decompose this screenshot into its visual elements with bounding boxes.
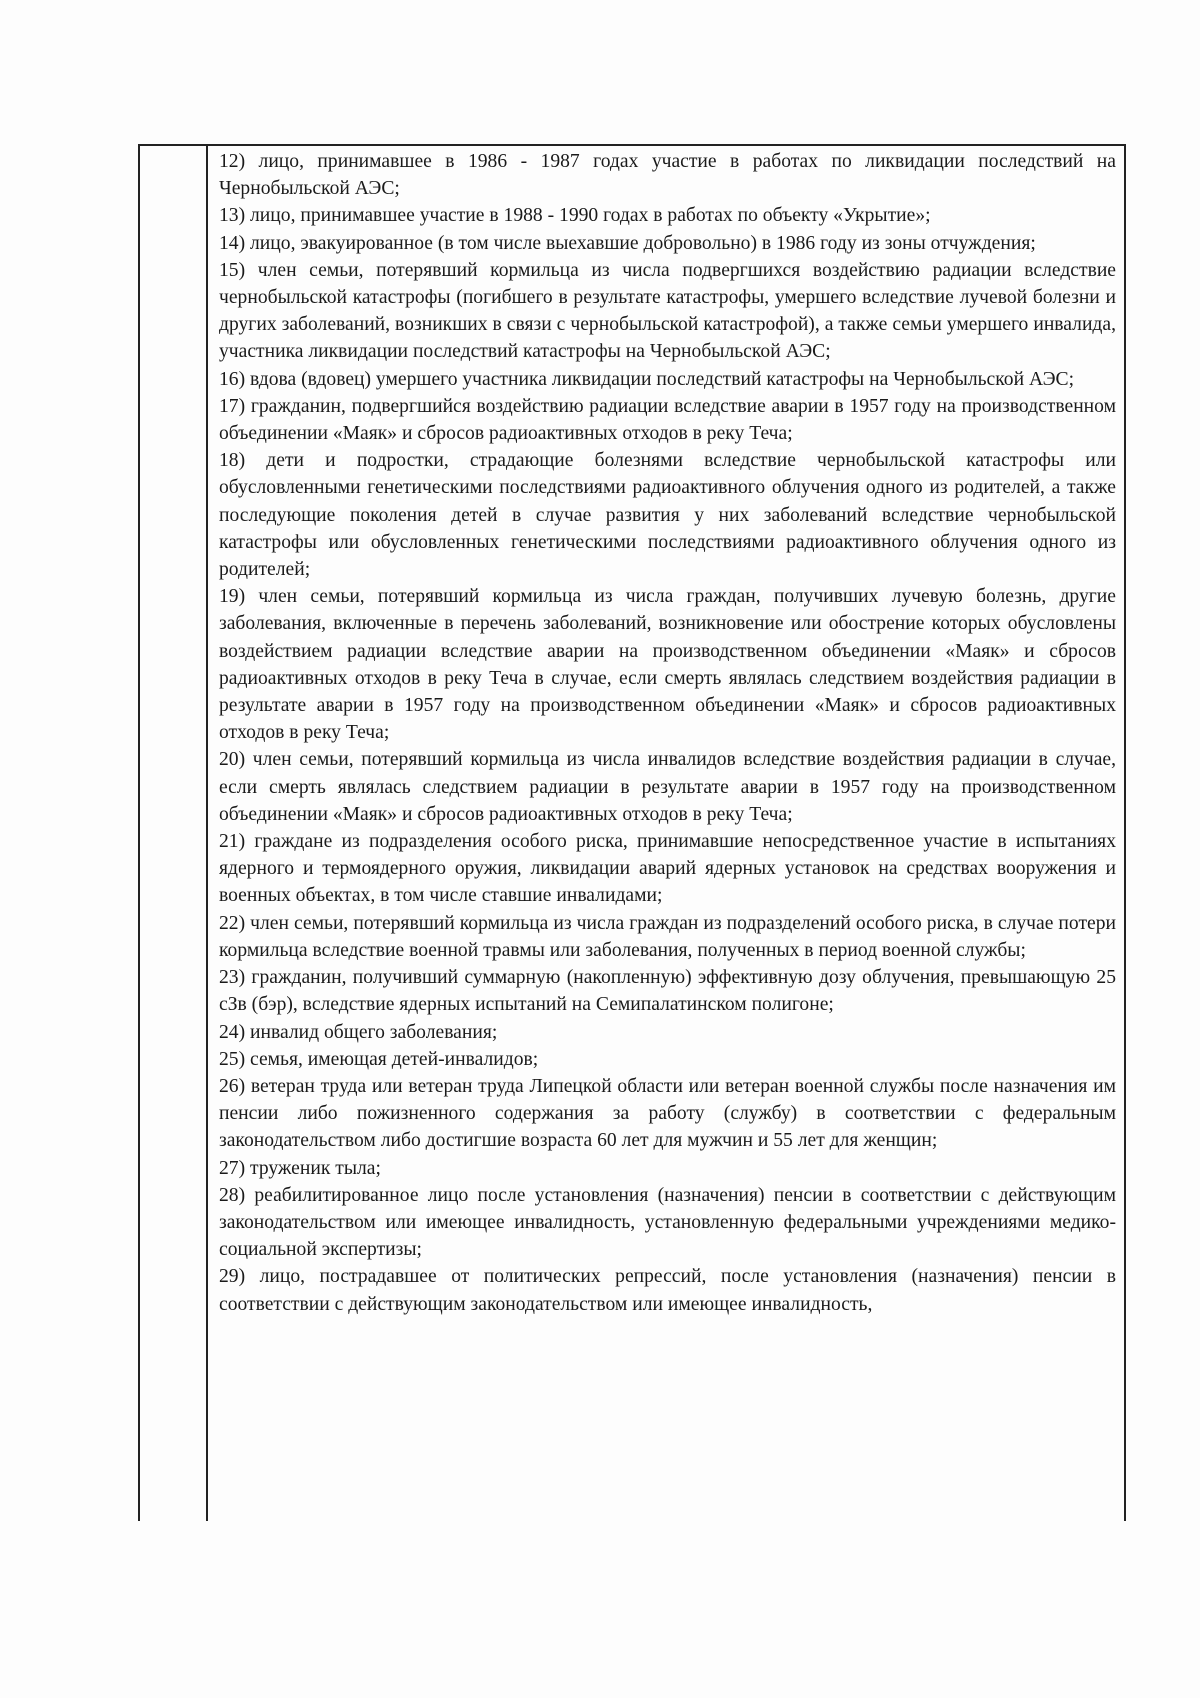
list-item: 22) член семьи, потерявший кормильца из числа граждан из подразделений особого риска, в случае потери кормильца вследствие военной травмы или заболевания, полученных в период военной службы; xyxy=(219,912,1116,961)
list-item: 24) инвалид общего заболевания; xyxy=(219,1021,498,1043)
list-item: 20) член семьи, потерявший кормильца из числа инвалидов вследствие воздействия радиации в случае, если смерть являлась следствием радиации в результате аварии в 1957 году на производственном объединении «Маяк» и сбросов радиоактивных отходов в реку Теча; xyxy=(219,749,1116,825)
table-right-column xyxy=(208,146,1124,1521)
list-item: 12) лицо, принимавшее в 1986 - 1987 годах участие в работах по ликвидации последствий на Чернобыльской АЭС; xyxy=(219,151,1116,200)
list-item: 16) вдова (вдовец) умершего участника ликвидации последствий катастрофы на Чернобыльской АЭС; xyxy=(219,368,1075,390)
list-item: 19) член семьи, потерявший кормильца из числа граждан, получивших лучевую болезнь, другие заболевания, включенные в перечень заболеваний, возникновение или обострение которых обусловлены воздействием радиации вследствие аварии на производственном объединении «Маяк» и сбросов радиоактивных отходов в реку Теча в случае, если смерть являлась следствием воздействия радиации в результате аварии в 1957 году на производственном объединении «Маяк» и сбросов радиоактивных отходов в реку Теча; xyxy=(219,586,1116,744)
list-item: 29) лицо, пострадавшее от политических репрессий, после установления (назначения) пенсии в соответствии с действующим законодательством или имеющее инвалидность, xyxy=(219,1266,1116,1315)
list-item: 28) реабилитированное лицо после установления (назначения) пенсии в соответствии с действующим законодательством или имеющее инвалидность, установленную федеральными учреждениями медико-социальной экспертизы; xyxy=(219,1184,1116,1261)
list-item: 21) граждане из подразделения особого риска, принимавшие непосредственное участие в испытаниях ядерного и термоядерного оружия, ликвидации аварий ядерных установок на средствах вооружения и военных объектах, в том числе ставшие инвалидами; xyxy=(219,831,1116,907)
list-item: 25) семья, имеющая детей-инвалидов; xyxy=(219,1048,539,1070)
list-item: 14) лицо, эвакуированное (в том числе выехавшие добровольно) в 1986 году из зоны отчуждения; xyxy=(219,232,1036,254)
list-item: 23) гражданин, получивший суммарную (накопленную) эффективную дозу облучения, превышающую 25 сЗв (бэр), вследствие ядерных испытаний на Семипалатинском полигоне; xyxy=(219,967,1116,1016)
list-item: 26) ветеран труда или ветеран труда Липецкой области или ветеран военной службы после назначения им пенсии либо пожизненного содержания за работу (службу) в соответствии с федеральным законодательством либо достигшие возраста 60 лет для мужчин и 55 лет для женщин; xyxy=(219,1075,1116,1152)
table-left-column xyxy=(140,146,208,1521)
document-table xyxy=(138,144,1126,1521)
list-item: 17) гражданин, подвергшийся воздействию радиации вследствие аварии в 1957 году на производственном объединении «Маяк» и сбросов радиоактивных отходов в реку Теча; xyxy=(219,395,1116,445)
list-item: 18) дети и подростки, страдающие болезнями вследствие чернобыльской катастрофы или обусловленными генетическими последствиями радиоактивного облучения одного из родителей, а также последующие поколения детей в случае развития у них заболеваний вследствие чернобыльской катастрофы или обусловленных генетическими последствиями радиоактивного облучения одного из родителей; xyxy=(219,450,1116,581)
list-item: 15) член семьи, потерявший кормильца из числа подвергшихся воздействию радиации вследствие чернобыльской катастрофы (погибшего в результате катастрофы, умершего вследствие лучевой болезни и других заболеваний, возникших в связи с чернобыльской катастрофой), а также семьи умершего инвалида, участника ликвидации последствий катастрофы на Чернобыльской АЭС; xyxy=(219,259,1116,363)
list-item: 27) труженик тыла; xyxy=(219,1157,381,1179)
list-item: 13) лицо, принимавшее участие в 1988 - 1990 годах в работах по объекту «Укрытие»; xyxy=(219,205,931,227)
